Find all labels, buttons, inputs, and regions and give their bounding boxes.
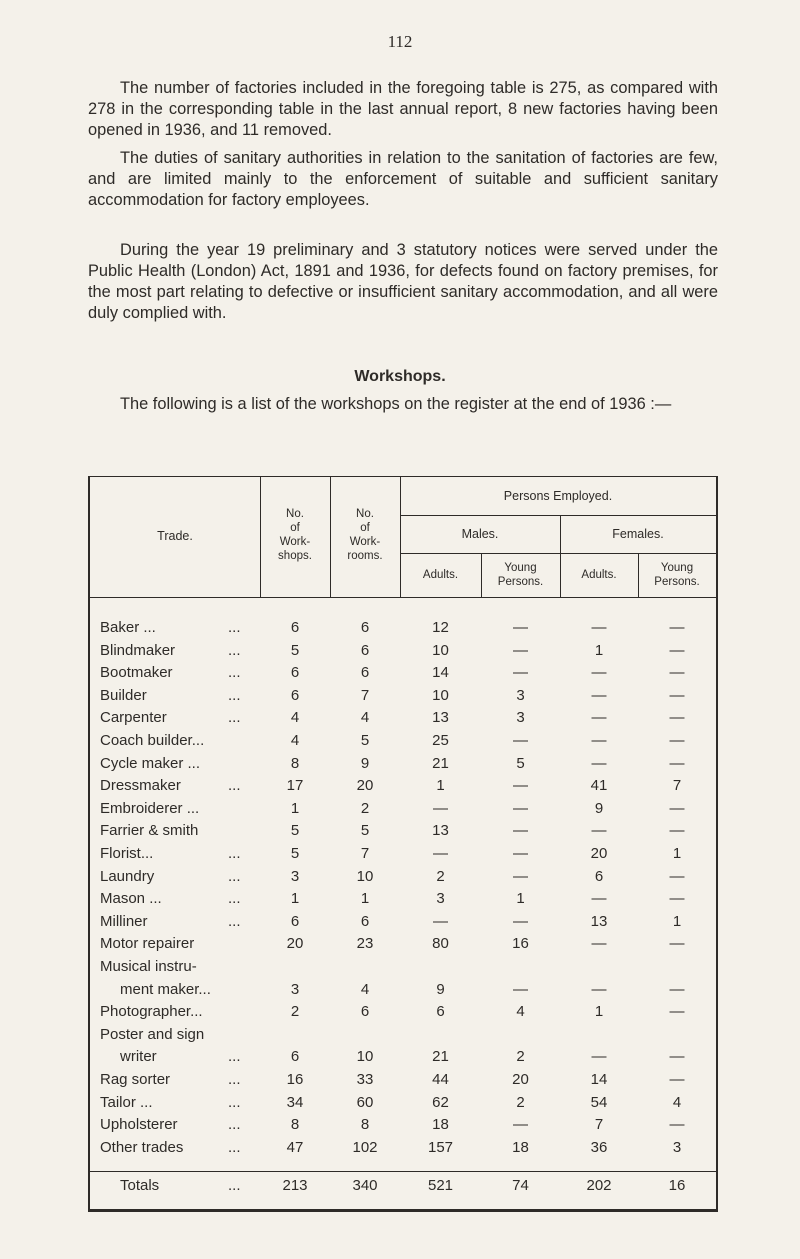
header-line: No.: [286, 508, 304, 520]
cell-workshops: 8: [290, 754, 300, 772]
cell-male-young: —: [513, 845, 528, 862]
cell-workshops: 4: [290, 732, 300, 749]
leader-dots: ...: [228, 867, 241, 885]
cell-workrooms: 4: [360, 709, 370, 727]
cell-workrooms: 1: [360, 890, 370, 908]
trade-line: Farrier & smith: [100, 822, 199, 840]
cell-female-adults: 1: [594, 1003, 604, 1021]
header-line: Work-: [279, 536, 311, 548]
cell-workrooms: 10: [356, 1048, 374, 1066]
cell-workshops: 47: [286, 1138, 304, 1156]
cell-male-adults: —: [433, 845, 448, 862]
table-row: [90, 753, 716, 776]
table-row: [90, 1114, 716, 1137]
cell-male-adults: —: [433, 799, 448, 817]
cell-female-young: —: [669, 1116, 685, 1134]
header-female-young-persons: [638, 561, 716, 589]
cell-female-adults: —: [591, 664, 607, 682]
trade-line: Florist...: [100, 845, 154, 862]
cell-male-adults: 2: [436, 867, 445, 885]
cell-female-young: 7: [672, 777, 682, 795]
trade-line: Musical instru-: [100, 958, 197, 975]
table-row: [90, 1001, 716, 1024]
cell-female-adults: —: [591, 1048, 607, 1066]
cell-male-young: 5: [516, 754, 525, 772]
table-row: [90, 1024, 716, 1069]
cell-workshops: 3: [290, 867, 300, 885]
cell-female-adults: —: [591, 935, 607, 953]
totals-female-adults: 202: [586, 1177, 612, 1194]
cell-workrooms: 60: [356, 1093, 374, 1111]
cell-male-young: —: [513, 980, 528, 998]
cell-male-adults: 12: [432, 619, 449, 636]
cell-female-adults: 14: [590, 1071, 608, 1088]
trade-name: [100, 730, 262, 753]
cell-male-young: —: [513, 822, 528, 840]
totals-workshops: 213: [282, 1177, 308, 1194]
cell-female-adults: 36: [590, 1138, 608, 1156]
cell-female-adults: 41: [590, 777, 608, 795]
totals-rule: [90, 1171, 716, 1172]
leader-dots: ...: [228, 1048, 241, 1066]
cell-female-adults: 6: [594, 867, 604, 885]
cell-workrooms: 23: [356, 935, 374, 953]
trade-name: [100, 1001, 262, 1024]
trade-line: Coach builder...: [100, 732, 205, 749]
cell-workshops: 16: [286, 1071, 304, 1088]
table-row: [90, 640, 716, 663]
cell-female-young: 1: [672, 845, 682, 862]
cell-workshops: 20: [286, 935, 304, 953]
cell-female-adults: —: [591, 754, 607, 772]
trade-name: [100, 820, 262, 843]
leader-dots: ...: [228, 664, 241, 682]
trade-line: Baker ...: [100, 619, 156, 636]
cell-workshops: 5: [290, 845, 300, 862]
trade-line: Other trades: [100, 1138, 184, 1156]
leader-dots: ...: [228, 1093, 241, 1111]
cell-female-young: —: [669, 732, 685, 749]
cell-workshops: 3: [290, 980, 300, 998]
header-workrooms: [330, 507, 400, 563]
trade-line: Builder: [100, 686, 147, 704]
cell-female-adults: 54: [590, 1093, 608, 1111]
header-line: Young: [660, 562, 694, 574]
cell-workrooms: 6: [360, 912, 370, 930]
cell-male-adults: 21: [432, 754, 449, 772]
table-row: [90, 617, 716, 640]
paragraph-workshops-intro: [88, 394, 718, 424]
page-number: 112: [387, 32, 413, 51]
header-line: Persons.: [654, 576, 700, 588]
trade-line: Mason ...: [100, 890, 162, 908]
cell-workshops: 6: [290, 664, 300, 682]
header-rule: [400, 553, 716, 554]
cell-male-adults: —: [433, 912, 448, 930]
cell-workrooms: 6: [360, 1003, 370, 1021]
leader-dots: ...: [228, 777, 241, 795]
cell-workshops: 4: [290, 709, 300, 727]
header-line: Persons.: [497, 576, 544, 588]
cell-male-young: 3: [516, 709, 525, 727]
leader-dots: ...: [228, 709, 241, 727]
trade-line: ment maker...: [120, 980, 211, 998]
cell-workshops: 6: [290, 686, 300, 704]
cell-female-young: —: [669, 709, 685, 727]
cell-female-young: —: [669, 867, 685, 885]
paragraph-factories-count: [88, 78, 718, 150]
trade-line: Upholsterer: [100, 1116, 178, 1134]
cell-female-young: —: [669, 980, 685, 998]
cell-male-young: —: [513, 732, 528, 749]
header-females: Females.: [612, 527, 664, 541]
cell-workrooms: 8: [360, 1116, 370, 1134]
cell-male-young: —: [513, 641, 528, 659]
header-males: Males.: [461, 527, 499, 541]
cell-female-adults: 20: [590, 845, 608, 862]
cell-female-adults: —: [591, 709, 607, 727]
table-row: [90, 662, 716, 685]
cell-workrooms: 7: [360, 686, 370, 704]
cell-female-young: —: [669, 1003, 685, 1021]
trade-line: writer: [120, 1048, 157, 1066]
header-line: of: [290, 522, 300, 534]
cell-female-young: —: [669, 822, 685, 840]
cell-female-adults: —: [591, 686, 607, 704]
cell-male-adults: 10: [432, 641, 449, 659]
cell-workshops: 1: [290, 799, 300, 817]
cell-workshops: 6: [290, 912, 300, 930]
cell-female-young: —: [669, 1048, 685, 1066]
totals-dots: ...: [228, 1177, 241, 1194]
cell-female-young: —: [669, 935, 685, 953]
cell-female-young: —: [669, 754, 685, 772]
cell-male-young: —: [513, 799, 528, 817]
cell-workrooms: 2: [360, 799, 370, 817]
cell-workrooms: 102: [352, 1138, 378, 1156]
header-trade: Trade.: [157, 529, 193, 543]
totals-female-young: 16: [668, 1177, 686, 1194]
cell-male-young: 3: [516, 686, 525, 704]
trade-line: Laundry: [100, 867, 155, 885]
cell-male-adults: 18: [432, 1116, 449, 1134]
paragraph-text: During the year 19 preliminary and 3 statutory notices were served under the Public Health (London) Act, 1891 and 1936, for defects found on factory premises, for the most part relating to defective or insufficient sanitary accommodation, and all were duly complied with.: [88, 241, 718, 322]
cell-female-young: 3: [672, 1138, 682, 1156]
header-workshops: [260, 507, 330, 563]
paragraph-notices-served: [88, 240, 718, 333]
cell-workrooms: 6: [360, 619, 370, 636]
trade-name: [100, 753, 262, 776]
cell-female-young: —: [669, 641, 685, 659]
cell-male-adults: 6: [436, 1003, 445, 1021]
cell-female-young: —: [669, 619, 685, 636]
section-heading: Workshops.: [354, 368, 446, 385]
header-line: No.: [356, 508, 374, 520]
trade-line: Cycle maker ...: [100, 754, 201, 772]
table-row: [90, 1092, 716, 1115]
leader-dots: ...: [228, 912, 241, 930]
paragraph-text: The following is a list of the workshops on the register at the end of 1936 :—: [120, 395, 672, 413]
trade-line: Motor repairer: [100, 935, 195, 953]
cell-female-adults: —: [591, 619, 607, 636]
table-row: [90, 866, 716, 889]
cell-male-young: 2: [516, 1093, 525, 1111]
leader-dots: ...: [228, 641, 241, 659]
cell-female-adults: —: [591, 732, 607, 749]
header-female-adults: Adults.: [581, 569, 617, 581]
cell-female-adults: 13: [590, 912, 608, 930]
table-row: [90, 956, 716, 1001]
cell-workrooms: 6: [360, 641, 370, 659]
cell-workshops: 2: [290, 1003, 300, 1021]
cell-female-adults: —: [591, 822, 607, 840]
paragraph-text: The number of factories included in the foregoing table is 275, as compared with 278 in the corresponding table in the last annual report, 8 new factories having been opened in 1936, and 11 removed.: [88, 79, 718, 139]
table-row: [90, 707, 716, 730]
header-line: of: [360, 522, 370, 534]
cell-male-young: —: [513, 867, 528, 885]
cell-workshops: 17: [286, 777, 304, 795]
trade-name: [100, 956, 262, 1001]
cell-female-adults: —: [591, 980, 607, 998]
cell-female-adults: —: [591, 890, 607, 908]
cell-workrooms: 20: [356, 777, 374, 795]
trade-line: Carpenter: [100, 709, 167, 727]
cell-male-young: 1: [516, 890, 525, 908]
totals-male-adults: 521: [427, 1177, 454, 1194]
trade-line: Blindmaker: [100, 641, 176, 659]
cell-female-young: —: [669, 686, 685, 704]
cell-male-adults: 13: [432, 709, 449, 727]
cell-female-young: —: [669, 799, 685, 817]
cell-male-adults: 14: [432, 664, 449, 682]
table-row: [90, 933, 716, 956]
leader-dots: ...: [228, 686, 241, 704]
totals-label: Totals: [120, 1177, 160, 1194]
cell-workshops: 6: [290, 1048, 300, 1066]
cell-male-young: —: [513, 1116, 528, 1134]
header-line: Young: [504, 562, 537, 574]
cell-male-adults: 44: [432, 1071, 449, 1088]
cell-female-young: —: [669, 890, 685, 908]
table-row: [90, 685, 716, 708]
cell-male-young: 18: [512, 1138, 529, 1156]
cell-female-young: —: [669, 1071, 685, 1088]
trade-line: Dressmaker: [100, 777, 181, 795]
trade-line: Milliner: [100, 912, 148, 930]
cell-workshops: 5: [290, 641, 300, 659]
trade-line: Rag sorter: [100, 1071, 171, 1088]
header-line: Work-: [349, 536, 381, 548]
leader-dots: ...: [228, 1138, 241, 1156]
cell-workshops: 34: [286, 1093, 304, 1111]
cell-male-adults: 157: [427, 1138, 454, 1156]
table-row: [90, 820, 716, 843]
leader-dots: ...: [228, 1071, 241, 1088]
leader-dots: ...: [228, 890, 241, 908]
cell-workshops: 5: [290, 822, 300, 840]
table-row: [90, 843, 716, 866]
header-bottom-rule: [90, 597, 716, 598]
header-male-young-persons: [481, 561, 560, 589]
cell-workrooms: 5: [360, 822, 370, 840]
table-row: [90, 911, 716, 934]
totals-workrooms: 340: [352, 1177, 378, 1194]
cell-male-young: —: [513, 912, 528, 930]
cell-male-adults: 25: [432, 732, 449, 749]
cell-male-young: 2: [516, 1048, 525, 1066]
cell-male-young: 20: [512, 1071, 529, 1088]
header-persons-employed: Persons Employed.: [503, 489, 613, 503]
cell-male-adults: 10: [432, 686, 449, 704]
cell-female-young: 1: [672, 912, 682, 930]
cell-workrooms: 7: [360, 845, 370, 862]
trade-line: Embroiderer ...: [100, 799, 200, 817]
cell-male-young: —: [513, 664, 528, 682]
trade-line: Tailor ...: [100, 1093, 153, 1111]
cell-male-adults: 21: [432, 1048, 449, 1066]
cell-female-adults: 1: [594, 641, 604, 659]
trade-line: Bootmaker: [100, 664, 173, 682]
trade-name: [100, 933, 262, 956]
cell-workrooms: 33: [356, 1071, 374, 1088]
workshops-table: [88, 476, 718, 1212]
cell-workshops: 6: [290, 619, 300, 636]
cell-female-adults: 7: [594, 1116, 604, 1134]
trade-line: Photographer...: [100, 1003, 203, 1021]
leader-dots: ...: [228, 1116, 241, 1134]
cell-workshops: 8: [290, 1116, 300, 1134]
trade-line: Poster and sign: [100, 1025, 205, 1043]
cell-male-adults: 80: [432, 935, 449, 953]
cell-male-adults: 3: [436, 890, 445, 908]
cell-workrooms: 5: [360, 732, 370, 749]
header-line: shops.: [278, 550, 312, 562]
cell-female-young: 4: [672, 1093, 682, 1111]
paragraph-sanitary-duties: [88, 148, 718, 220]
table-row: [90, 730, 716, 753]
table-row: [90, 798, 716, 821]
trade-name: [100, 798, 262, 821]
cell-male-adults: 62: [432, 1093, 449, 1111]
leader-dots: ...: [228, 845, 241, 862]
cell-male-young: 16: [512, 935, 529, 953]
cell-male-adults: 9: [436, 980, 445, 998]
cell-female-adults: 9: [594, 799, 604, 817]
cell-male-young: 4: [516, 1003, 525, 1021]
cell-workrooms: 9: [360, 754, 370, 772]
table-row: [90, 888, 716, 911]
leader-dots: ...: [228, 619, 241, 636]
totals-male-young: 74: [512, 1177, 529, 1194]
totals-row: [90, 1175, 716, 1198]
cell-workshops: 1: [290, 890, 300, 908]
table-row: [90, 1069, 716, 1092]
header-rule: [400, 515, 716, 516]
table-row: [90, 1137, 716, 1160]
cell-male-young: —: [513, 777, 528, 795]
paragraph-text: The duties of sanitary authorities in relation to the sanitation of factories are few, and are limited mainly to the enforcement of suitable and sufficient sanitary accommodation for factory employees.: [88, 149, 718, 209]
cell-male-adults: 13: [432, 822, 449, 840]
header-line: rooms.: [347, 550, 383, 562]
cell-workrooms: 4: [360, 980, 370, 998]
cell-male-young: —: [513, 619, 528, 636]
cell-male-adults: 1: [436, 777, 445, 795]
cell-workrooms: 10: [356, 867, 374, 885]
header-male-adults: Adults.: [422, 569, 459, 581]
cell-workrooms: 6: [360, 664, 370, 682]
table-row: [90, 775, 716, 798]
cell-female-young: —: [669, 664, 685, 682]
